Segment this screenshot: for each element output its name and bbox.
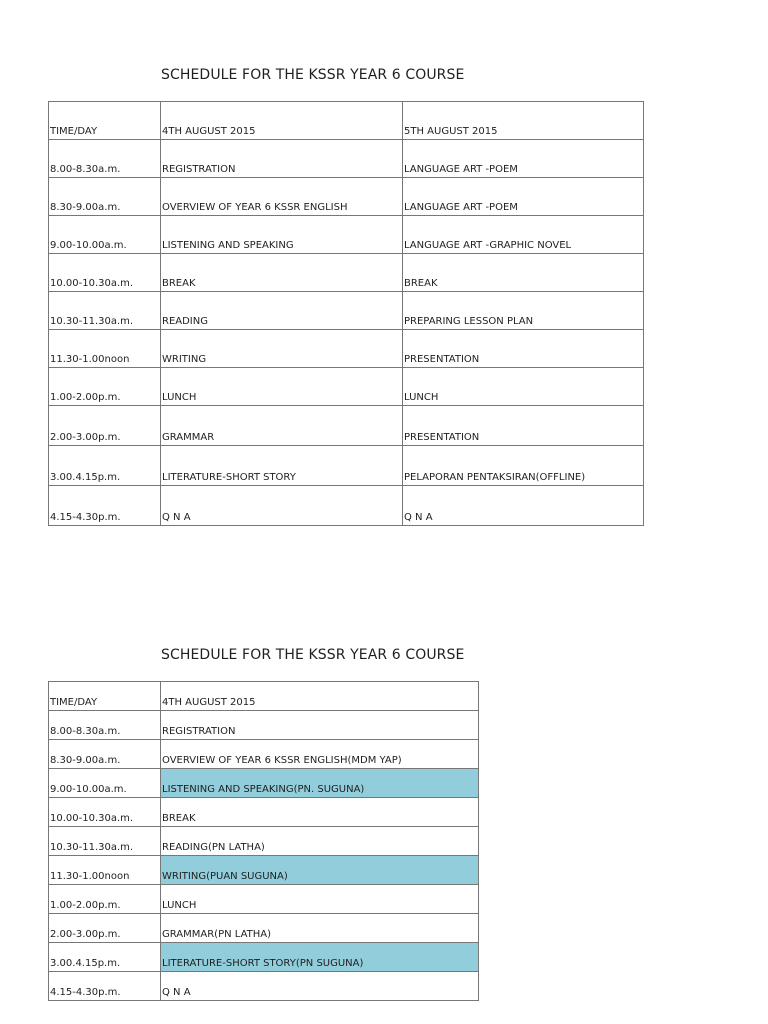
highlighted-cell: WRITING(PUAN SUGUNA) bbox=[161, 856, 479, 885]
table-cell: 11.30-1.00noon bbox=[49, 330, 161, 368]
table-cell: 10.30-11.30a.m. bbox=[49, 292, 161, 330]
table-row bbox=[49, 972, 479, 1001]
table-cell: PREPARING LESSON PLAN bbox=[403, 292, 644, 330]
table-cell: LANGUAGE ART -POEM bbox=[403, 178, 644, 216]
table-row bbox=[49, 292, 644, 330]
table-row bbox=[49, 446, 644, 486]
table-cell: READING bbox=[161, 292, 403, 330]
table-cell: GRAMMAR(PN LATHA) bbox=[161, 914, 479, 943]
table-cell: LANGUAGE ART -GRAPHIC NOVEL bbox=[403, 216, 644, 254]
table-cell: 10.30-11.30a.m. bbox=[49, 827, 161, 856]
table-row bbox=[49, 943, 479, 972]
table-row bbox=[49, 711, 479, 740]
table-cell: 10.00-10.30a.m. bbox=[49, 254, 161, 292]
table-row bbox=[49, 178, 644, 216]
highlighted-cell: LISTENING AND SPEAKING(PN. SUGUNA) bbox=[161, 769, 479, 798]
table-cell: LUNCH bbox=[403, 368, 644, 406]
table-cell: BREAK bbox=[403, 254, 644, 292]
table-row bbox=[49, 885, 479, 914]
table-cell: LISTENING AND SPEAKING bbox=[161, 216, 403, 254]
highlighted-cell: LITERATURE-SHORT STORY(PN SUGUNA) bbox=[161, 943, 479, 972]
table-cell: 3.00.4.15p.m. bbox=[49, 446, 161, 486]
table-cell: 4.15-4.30p.m. bbox=[49, 486, 161, 526]
table-row bbox=[49, 827, 479, 856]
table-cell: LITERATURE-SHORT STORY bbox=[161, 446, 403, 486]
table-cell: LUNCH bbox=[161, 368, 403, 406]
table-row bbox=[49, 140, 644, 178]
table-cell: 8.00-8.30a.m. bbox=[49, 140, 161, 178]
table-cell: 8.30-9.00a.m. bbox=[49, 740, 161, 769]
table-cell: BREAK bbox=[161, 798, 479, 827]
table-cell: REGISTRATION bbox=[161, 140, 403, 178]
schedule-title-2: SCHEDULE FOR THE KSSR YEAR 6 COURSE bbox=[161, 647, 465, 663]
table-cell: 2.00-3.00p.m. bbox=[49, 914, 161, 943]
table-cell: LUNCH bbox=[161, 885, 479, 914]
table-cell: 5TH AUGUST 2015 bbox=[403, 102, 644, 140]
table-cell: 9.00-10.00a.m. bbox=[49, 216, 161, 254]
table-cell: OVERVIEW OF YEAR 6 KSSR ENGLISH bbox=[161, 178, 403, 216]
table-row bbox=[49, 254, 644, 292]
table-cell: Q N A bbox=[161, 972, 479, 1001]
table-cell: TIME/DAY bbox=[49, 102, 161, 140]
table-row bbox=[49, 406, 644, 446]
table-row bbox=[49, 102, 644, 140]
table-cell: Q N A bbox=[161, 486, 403, 526]
table-cell: LANGUAGE ART -POEM bbox=[403, 140, 644, 178]
table-cell: READING(PN LATHA) bbox=[161, 827, 479, 856]
table-row bbox=[49, 740, 479, 769]
table-cell: 10.00-10.30a.m. bbox=[49, 798, 161, 827]
table-cell: 8.30-9.00a.m. bbox=[49, 178, 161, 216]
table-cell: OVERVIEW OF YEAR 6 KSSR ENGLISH(MDM YAP) bbox=[161, 740, 479, 769]
table-cell: REGISTRATION bbox=[161, 711, 479, 740]
table-row bbox=[49, 856, 479, 885]
table-row bbox=[49, 682, 479, 711]
table-cell: 1.00-2.00p.m. bbox=[49, 885, 161, 914]
table-cell: 3.00.4.15p.m. bbox=[49, 943, 161, 972]
table-cell: PRESENTATION bbox=[403, 330, 644, 368]
table-row bbox=[49, 330, 644, 368]
table-cell: TIME/DAY bbox=[49, 682, 161, 711]
table-cell: 4.15-4.30p.m. bbox=[49, 972, 161, 1001]
table-row bbox=[49, 798, 479, 827]
table-cell: 11.30-1.00noon bbox=[49, 856, 161, 885]
table-cell: 8.00-8.30a.m. bbox=[49, 711, 161, 740]
table-row bbox=[49, 769, 479, 798]
table-cell: Q N A bbox=[403, 486, 644, 526]
table-cell: 4TH AUGUST 2015 bbox=[161, 682, 479, 711]
schedule-table-2 bbox=[48, 681, 479, 1001]
table-cell: PELAPORAN PENTAKSIRAN(OFFLINE) bbox=[403, 446, 644, 486]
table-cell: 1.00-2.00p.m. bbox=[49, 368, 161, 406]
schedule-title-1: SCHEDULE FOR THE KSSR YEAR 6 COURSE bbox=[161, 67, 465, 83]
table-cell: WRITING bbox=[161, 330, 403, 368]
table-cell: PRESENTATION bbox=[403, 406, 644, 446]
table-row bbox=[49, 914, 479, 943]
table-cell: 9.00-10.00a.m. bbox=[49, 769, 161, 798]
table-cell: BREAK bbox=[161, 254, 403, 292]
table-cell: 2.00-3.00p.m. bbox=[49, 406, 161, 446]
table-cell: 4TH AUGUST 2015 bbox=[161, 102, 403, 140]
table-row bbox=[49, 486, 644, 526]
table-cell: GRAMMAR bbox=[161, 406, 403, 446]
schedule-table-1 bbox=[48, 101, 644, 526]
table-row bbox=[49, 368, 644, 406]
table-row bbox=[49, 216, 644, 254]
